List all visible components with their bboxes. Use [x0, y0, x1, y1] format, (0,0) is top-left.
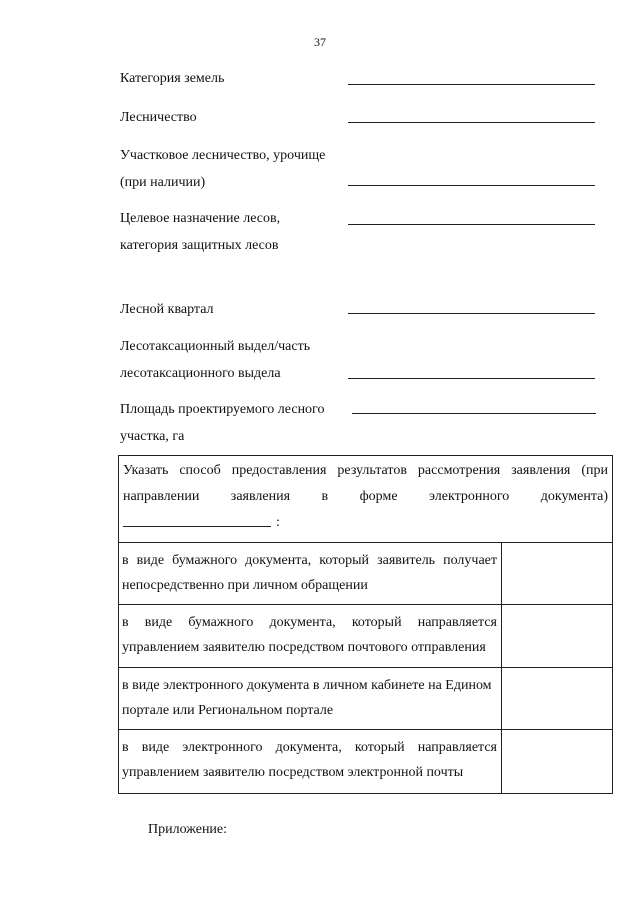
- table-row: [118, 542, 501, 604]
- field-forest-stand-label-2: лесотаксационного выдела: [120, 366, 281, 381]
- table-row: [118, 729, 501, 794]
- option-electronic-portal-checkbox[interactable]: [502, 668, 612, 729]
- field-forest-quarter-label: Лесной квартал: [120, 302, 214, 317]
- delivery-table-header-line2: направлении заявления в форме электронного документа): [123, 489, 608, 504]
- field-forest-stand-input[interactable]: [348, 378, 595, 379]
- delivery-method-input[interactable]: [123, 526, 271, 527]
- attachment-label: Приложение:: [148, 822, 228, 837]
- field-forest-quarter-input[interactable]: [348, 313, 595, 314]
- field-area-label-2: участка, га: [120, 429, 185, 444]
- field-district-forestry-input[interactable]: [348, 185, 595, 186]
- table-row: [118, 667, 501, 729]
- field-district-forestry-note: (при наличии): [120, 175, 206, 190]
- option-paper-in-person-checkbox[interactable]: [502, 543, 612, 604]
- field-forest-purpose-label-2: категория защитных лесов: [120, 238, 279, 253]
- field-forest-stand-label: Лесотаксационный выдел/часть: [120, 339, 311, 354]
- option-electronic-portal-line2: портале или Региональном портале: [122, 703, 334, 718]
- option-paper-in-person-line2: непосредственно при личном обращении: [122, 578, 368, 593]
- field-forestry-label: Лесничество: [120, 110, 197, 125]
- option-paper-by-mail-line1: в виде бумажного документа, который направляется: [122, 615, 497, 630]
- option-electronic-email-line2: управлением заявителю посредством электронной почты: [122, 765, 464, 780]
- option-electronic-portal-line1: в виде электронного документа в личном кабинете на Едином: [122, 678, 492, 693]
- option-electronic-email-checkbox[interactable]: [502, 730, 612, 793]
- option-paper-by-mail-checkbox[interactable]: [502, 605, 612, 667]
- field-forestry-input[interactable]: [348, 122, 595, 123]
- field-district-forestry-label: Участковое лесничество, урочище: [120, 148, 326, 163]
- delivery-table-header-colon: :: [276, 515, 280, 530]
- field-land-category-input[interactable]: [348, 84, 595, 85]
- option-electronic-email-line1: в виде электронного документа, который направляется: [122, 740, 497, 755]
- page-number: 37: [314, 35, 326, 49]
- field-forest-purpose-input[interactable]: [348, 224, 595, 225]
- field-forest-purpose-label: Целевое назначение лесов,: [120, 211, 281, 226]
- option-paper-by-mail-line2: управлением заявителю посредством почтового отправления: [122, 640, 486, 655]
- field-area-input[interactable]: [352, 413, 596, 414]
- option-paper-in-person-line1: в виде бумажного документа, который заявитель получает: [122, 553, 497, 568]
- field-land-category-label: Категория земель: [120, 71, 225, 86]
- table-row: [118, 604, 501, 667]
- field-area-label: Площадь проектируемого лесного: [120, 402, 325, 417]
- delivery-table-header-line1: Указать способ предоставления результатов рассмотрения заявления (при: [123, 463, 608, 478]
